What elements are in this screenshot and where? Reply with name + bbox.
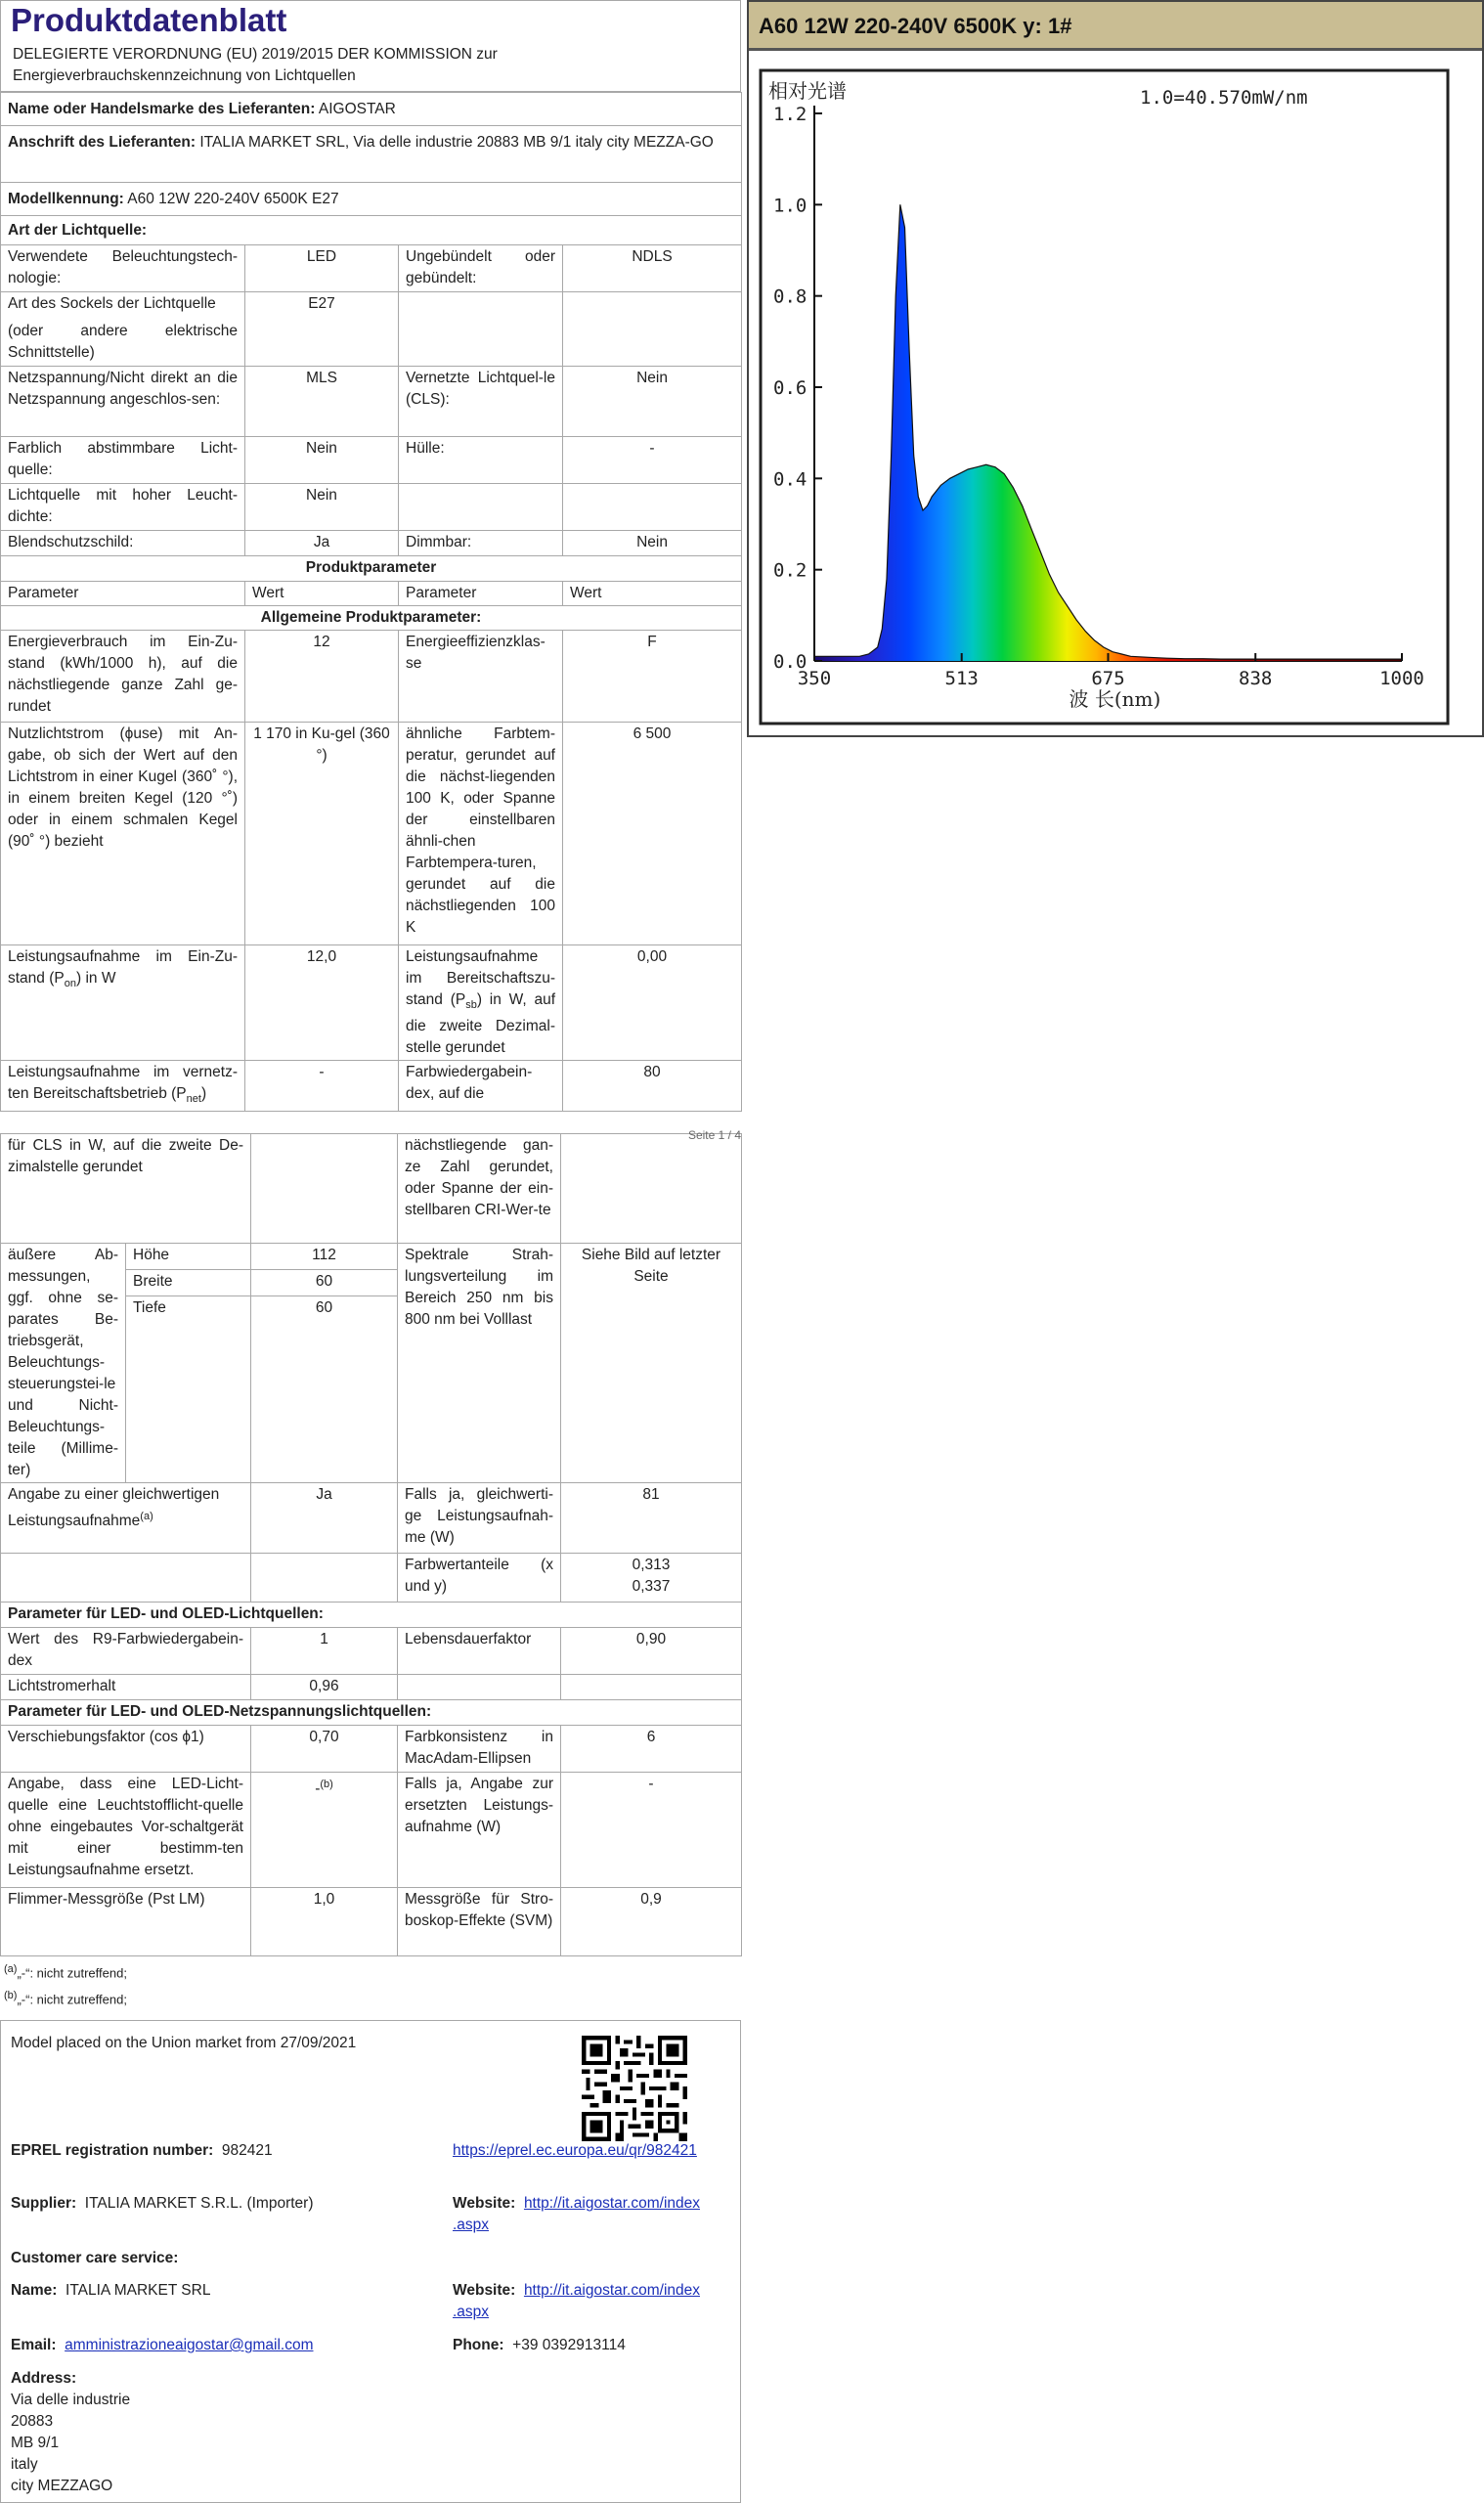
table-row bbox=[1, 1726, 742, 1773]
chart-header bbox=[749, 2, 1482, 51]
replacement-dash: - bbox=[315, 1780, 321, 1798]
pnet-label bbox=[1, 1061, 245, 1112]
envelope-value: - bbox=[563, 437, 742, 484]
supplier-name-value: AIGOSTAR bbox=[318, 101, 396, 117]
eprel-qr-link[interactable]: https://eprel.ec.europa.eu/qr/982421 bbox=[453, 2142, 697, 2159]
energy-class-value: F bbox=[563, 631, 742, 723]
chromaticity-x: 0,313 bbox=[632, 1557, 671, 1574]
supplier-label: Supplier: bbox=[11, 2195, 77, 2212]
chart-title: A60 12W 220-240V 6500K y: 1# bbox=[759, 14, 1072, 38]
socket-label-line1: Art des Sockels der Lichtquelle bbox=[8, 295, 216, 312]
high-luminance-label: Lichtquelle mit hoher Leucht-dichte: bbox=[1, 484, 245, 531]
table-row bbox=[1, 531, 742, 556]
replacement-watt-label: Falls ja, Angabe zur ersetzten Leistungs-aufnahme (W) bbox=[398, 1773, 561, 1888]
supplier-address-value: ITALIA MARKET SRL, Via delle industrie 20883 MB 9/1 italy city MEZZA-GO bbox=[199, 134, 714, 151]
chart-annotation: 1.0=40.570mW/nm bbox=[1140, 87, 1308, 109]
col-parameter: Parameter bbox=[1, 582, 245, 606]
mains-heading: Parameter für LED- und OLED-Netzspannungslichtquellen: bbox=[1, 1700, 742, 1726]
supplier-website bbox=[453, 2193, 700, 2236]
model-value: A60 12W 220-240V 6500K E27 bbox=[127, 191, 339, 207]
led-heading: Parameter für LED- und OLED-Lichtquellen: bbox=[1, 1603, 742, 1628]
care-phone bbox=[453, 2335, 626, 2356]
led-heading-row bbox=[1, 1603, 742, 1628]
y-tick-label: 0.8 bbox=[773, 285, 807, 308]
type-heading: Art der Lichtquelle: bbox=[1, 216, 742, 245]
care-email bbox=[11, 2335, 314, 2356]
y-tick-label: 1.2 bbox=[773, 104, 807, 125]
r9-label: Wert des R9-Farbwiedergabein-dex bbox=[1, 1628, 251, 1675]
address-line: italy bbox=[11, 2456, 38, 2473]
mains-label: Netzspannung/Nicht direkt an die Netzspannung angeschlos-sen: bbox=[1, 367, 245, 437]
email-label: Email: bbox=[11, 2337, 57, 2353]
socket-label-line2: (oder andere elektrische Schnittstelle) bbox=[8, 323, 238, 361]
flux-value: 1 170 in Ku-gel (360 °) bbox=[245, 723, 399, 945]
cls-label: Vernetzte Lichtquel-le (CLS): bbox=[399, 367, 563, 437]
envelope-label: Hülle: bbox=[399, 437, 563, 484]
eprel-info-box bbox=[0, 2020, 741, 2503]
model-row bbox=[1, 183, 742, 216]
supplier-address-label: Anschrift des Lieferanten: bbox=[8, 134, 196, 151]
product-data-sheet bbox=[0, 0, 741, 2010]
cri-label-part2: nächstliegende gan-ze Zahl gerundet, oder Spanne der ein-stellbaren CRI-Wer-te bbox=[398, 1134, 561, 1244]
plot-frame bbox=[761, 70, 1448, 724]
stroboscopic-value: 0,9 bbox=[561, 1888, 742, 1956]
pon-label bbox=[1, 945, 245, 1061]
qr-code-icon bbox=[582, 2036, 687, 2141]
y-axis-label: 相对光谱 bbox=[768, 79, 847, 103]
care-website-label: Website: bbox=[453, 2282, 516, 2299]
height-value: 112 bbox=[251, 1244, 398, 1270]
general-heading: Allgemeine Produktparameter: bbox=[1, 606, 742, 631]
displacement-value: 0,70 bbox=[251, 1726, 398, 1773]
macadam-value: 6 bbox=[561, 1726, 742, 1773]
flux-label: Nutzlichtstrom (ϕuse) mit An-gabe, ob sich der Wert auf den Lichtstrom in einer Kugel (360˚ °), in einem breiten Kegel (120 °˚) oder in einem schmalen Kegel (90˚ °) bezieht bbox=[1, 723, 245, 945]
eprel-registration bbox=[11, 2140, 273, 2162]
flicker-label: Flimmer-Messgröße (Pst LM) bbox=[1, 1888, 251, 1956]
table-row bbox=[1, 1888, 742, 1956]
model-label: Modellkennung: bbox=[8, 191, 124, 207]
energy-value: 12 bbox=[245, 631, 399, 723]
care-website-link[interactable]: http://it.aigostar.com/index bbox=[523, 2282, 701, 2299]
tech-label: Verwendete Beleuchtungstech-nologie: bbox=[1, 245, 245, 292]
equivalent-watt-label: Falls ja, gleichwerti-ge Leistungsaufnah-me (W) bbox=[398, 1483, 561, 1554]
mains-heading-row bbox=[1, 1700, 742, 1726]
table-row bbox=[1, 723, 742, 945]
pon-value: 12,0 bbox=[245, 945, 399, 1061]
mains-value: MLS bbox=[245, 367, 399, 437]
flicker-value: 1,0 bbox=[251, 1888, 398, 1956]
stroboscopic-label: Messgröße für Stro-boskop-Effekte (SVM) bbox=[398, 1888, 561, 1956]
type-heading-row bbox=[1, 216, 742, 245]
cri-label-part1: Farbwiedergabein-dex, auf die bbox=[399, 1061, 563, 1112]
address-line: 20883 bbox=[11, 2413, 54, 2430]
table-row bbox=[1, 1554, 742, 1603]
care-website-link-end[interactable]: .aspx bbox=[453, 2304, 490, 2320]
table-row bbox=[1, 1134, 742, 1244]
table-row bbox=[1, 1773, 742, 1888]
phone-label: Phone: bbox=[453, 2337, 504, 2353]
lumen-maintenance-label: Lichtstromerhalt bbox=[1, 1675, 251, 1700]
x-tick-label: 350 bbox=[797, 668, 832, 689]
table-row bbox=[1, 1061, 742, 1112]
pon-label-text: Leistungsaufnahme im Ein-Zu-stand (P bbox=[8, 948, 238, 987]
table-row bbox=[1, 945, 742, 1061]
height-label: Höhe bbox=[126, 1244, 251, 1270]
address-block bbox=[11, 2390, 130, 2497]
dimmable-label: Dimmbar: bbox=[399, 531, 563, 556]
anti-glare-value: Ja bbox=[245, 531, 399, 556]
pnet-sub: net bbox=[186, 1093, 201, 1106]
y-tick-label: 0.4 bbox=[773, 468, 807, 491]
page-number: Seite 1 / 4 bbox=[687, 1128, 741, 1142]
general-heading-row bbox=[1, 606, 742, 631]
footnote-a bbox=[0, 1958, 741, 1984]
footnote-a-ref: (a) bbox=[140, 1511, 153, 1523]
depth-value: 60 bbox=[251, 1296, 398, 1483]
psb-label bbox=[399, 945, 563, 1061]
anti-glare-label: Blendschutzschild: bbox=[1, 531, 245, 556]
survival-label: Lebensdauerfaktor bbox=[398, 1628, 561, 1675]
width-label: Breite bbox=[126, 1270, 251, 1296]
market-placement-text: Model placed on the Union market from 27/09/2021 bbox=[11, 2035, 357, 2051]
page-title: Produktdatenblatt bbox=[0, 0, 741, 40]
supplier-address-row bbox=[1, 126, 742, 183]
equivalent-power-value: Ja bbox=[251, 1483, 398, 1554]
macadam-label: Farbkonsistenz in MacAdam-Ellipsen bbox=[398, 1726, 561, 1773]
chromaticity-label: Farbwertanteile (x und y) bbox=[398, 1554, 561, 1603]
spd-label: Spektrale Strah-lungsverteilung im Bereich 250 nm bis 800 nm bei Volllast bbox=[398, 1244, 561, 1483]
supplier-name-label: Name oder Handelsmarke des Lieferanten: bbox=[8, 101, 316, 117]
energy-label: Energieverbrauch im Ein-Zu-stand (kWh/1000 h), auf die nächstliegende ganze Zahl ge-rundet bbox=[1, 631, 245, 723]
bundled-value: NDLS bbox=[563, 245, 742, 292]
equivalent-power-text: Angabe zu einer gleichwertigen Leistungsaufnahme bbox=[8, 1486, 220, 1530]
tech-value: LED bbox=[245, 245, 399, 292]
pnet-label-close: ) bbox=[200, 1085, 207, 1103]
bundled-label: Ungebündelt oder gebündelt: bbox=[399, 245, 563, 292]
x-tick-label: 513 bbox=[944, 668, 979, 689]
col-parameter-2: Parameter bbox=[399, 582, 563, 606]
footnote-a-mark: (a) bbox=[4, 1963, 18, 1976]
psb-value: 0,00 bbox=[563, 945, 742, 1061]
footnote-b-ref: (b) bbox=[320, 1778, 333, 1791]
params-heading: Produktparameter bbox=[1, 556, 742, 582]
colour-tunable-label: Farblich abstimmbare Licht-quelle: bbox=[1, 437, 245, 484]
website-label: Website: bbox=[453, 2195, 516, 2212]
dimmable-value: Nein bbox=[563, 531, 742, 556]
email-link[interactable]: amministrazioneaigostar@gmail.com bbox=[65, 2337, 314, 2353]
psb-sub: sb bbox=[465, 999, 477, 1012]
x-tick-label: 675 bbox=[1091, 668, 1125, 689]
socket-label bbox=[1, 292, 245, 367]
cct-value: 6 500 bbox=[563, 723, 742, 945]
regulation-subtitle bbox=[0, 40, 741, 92]
params-columns-row bbox=[1, 582, 742, 606]
sheet-table-page-1 bbox=[0, 92, 742, 1112]
dimensions-label: äußere Ab-messungen, ggf. ohne se-parates Be-triebsgerät, Beleuchtungs-steuerungstei-le und Nicht-Beleuchtungs-teile (Millime-ter) bbox=[1, 1244, 126, 1483]
sheet-table-page-2 bbox=[0, 1133, 742, 1956]
regulation-line-2: Energieverbrauchskennzeichnung von Lichtquellen bbox=[13, 67, 356, 84]
table-row bbox=[1, 1244, 742, 1270]
eprel-reg-value: 982421 bbox=[221, 2142, 273, 2159]
cls-value: Nein bbox=[563, 367, 742, 437]
address-line: city MEZZAGO bbox=[11, 2478, 113, 2494]
survival-value: 0,90 bbox=[561, 1628, 742, 1675]
footnote-b-text: „-“: nicht zutreffend; bbox=[17, 1991, 127, 2006]
supplier-website-link-end[interactable]: .aspx bbox=[453, 2217, 490, 2233]
cct-label: ähnliche Farbtem-peratur, gerundet auf die nächst-liegenden 100 K, oder Spanne der einstellbaren ähnli-chen Farbtempera-turen, gerundet auf die nächstliegenden 100 K bbox=[399, 723, 563, 945]
address-label: Address: bbox=[11, 2370, 77, 2387]
pnet-label-text: Leistungsaufnahme im vernetz-ten Bereitschaftsbetrieb (P bbox=[8, 1064, 238, 1103]
address-line: MB 9/1 bbox=[11, 2435, 60, 2451]
care-name-value: ITALIA MARKET SRL bbox=[65, 2282, 211, 2299]
table-row bbox=[1, 1483, 742, 1554]
col-value-2: Wert bbox=[563, 582, 742, 606]
table-row bbox=[1, 245, 742, 292]
lumen-maintenance-value: 0,96 bbox=[251, 1675, 398, 1700]
cri-value: 80 bbox=[563, 1061, 742, 1112]
y-tick-label: 0.6 bbox=[773, 377, 807, 399]
depth-label: Tiefe bbox=[126, 1296, 251, 1483]
pon-label-unit: ) in W bbox=[75, 970, 116, 987]
high-luminance-value: Nein bbox=[245, 484, 399, 531]
care-name-label: Name: bbox=[11, 2282, 58, 2299]
y-tick-label: 0.2 bbox=[773, 559, 807, 582]
care-website bbox=[453, 2280, 700, 2323]
params-heading-row bbox=[1, 556, 742, 582]
care-name bbox=[11, 2280, 210, 2302]
supplier-name-row bbox=[1, 93, 742, 126]
supplier-line bbox=[11, 2193, 314, 2215]
pnet-value: - bbox=[245, 1061, 399, 1112]
chromaticity-value bbox=[561, 1554, 742, 1603]
equivalent-watt-value: 81 bbox=[561, 1483, 742, 1554]
pnet-label-continued: für CLS in W, auf die zweite De-zimalstelle gerundet bbox=[1, 1134, 251, 1244]
supplier-website-link[interactable]: http://it.aigostar.com/index bbox=[523, 2195, 701, 2212]
width-value: 60 bbox=[251, 1270, 398, 1296]
address-line: Via delle industrie bbox=[11, 2392, 131, 2408]
spectrum-chart bbox=[747, 0, 1484, 737]
table-row bbox=[1, 1628, 742, 1675]
table-row bbox=[1, 1675, 742, 1700]
footnote-b bbox=[0, 1985, 741, 2010]
phone-value: +39 0392913114 bbox=[512, 2337, 626, 2353]
chromaticity-y: 0,337 bbox=[632, 1578, 671, 1596]
socket-value: E27 bbox=[245, 292, 399, 367]
replacement-watt-value: - bbox=[561, 1773, 742, 1888]
x-axis-label: 波 长(nm) bbox=[1069, 687, 1161, 711]
replacement-value bbox=[251, 1773, 398, 1888]
replacement-label: Angabe, dass eine LED-Licht-quelle eine Leuchtstofflicht-quelle ohne eingebautes Vor-schaltgerät mit einer bestimm-ten Leistungsaufnahme ersetzt. bbox=[1, 1773, 251, 1888]
col-value: Wert bbox=[245, 582, 399, 606]
y-tick-label: 0.0 bbox=[773, 651, 807, 673]
regulation-line-1: DELEGIERTE VERORDNUNG (EU) 2019/2015 DER KOMMISSION zur bbox=[13, 46, 498, 63]
r9-value: 1 bbox=[251, 1628, 398, 1675]
y-tick-label: 1.0 bbox=[773, 195, 807, 217]
table-row bbox=[1, 367, 742, 437]
pon-sub: on bbox=[64, 978, 76, 990]
table-row bbox=[1, 484, 742, 531]
colour-tunable-value: Nein bbox=[245, 437, 399, 484]
equivalent-power-label bbox=[1, 1483, 251, 1554]
psb-label-text: Leistungsaufnahme im Bereitschaftszu-stand (P bbox=[406, 948, 555, 1008]
x-tick-label: 838 bbox=[1239, 668, 1273, 689]
footnote-b-mark: (b) bbox=[4, 1989, 18, 2001]
footnote-a-text: „-“: nicht zutreffend; bbox=[17, 1965, 127, 1981]
customer-care-heading: Customer care service: bbox=[11, 2250, 179, 2266]
psb-label-unit: ) in W, auf die zweite Dezimal-stelle gerundet bbox=[406, 991, 555, 1057]
supplier-value: ITALIA MARKET S.R.L. (Importer) bbox=[84, 2195, 314, 2212]
spectrum-plot bbox=[749, 59, 1482, 735]
spd-value: Siehe Bild auf letzter Seite bbox=[561, 1244, 742, 1483]
table-row bbox=[1, 292, 742, 367]
x-tick-label: 1000 bbox=[1379, 668, 1424, 689]
energy-class-label: Energieeffizienzklas-se bbox=[399, 631, 563, 723]
table-row bbox=[1, 631, 742, 723]
table-row bbox=[1, 437, 742, 484]
displacement-label: Verschiebungsfaktor (cos ϕ1) bbox=[1, 1726, 251, 1773]
eprel-reg-label: EPREL registration number: bbox=[11, 2142, 214, 2159]
